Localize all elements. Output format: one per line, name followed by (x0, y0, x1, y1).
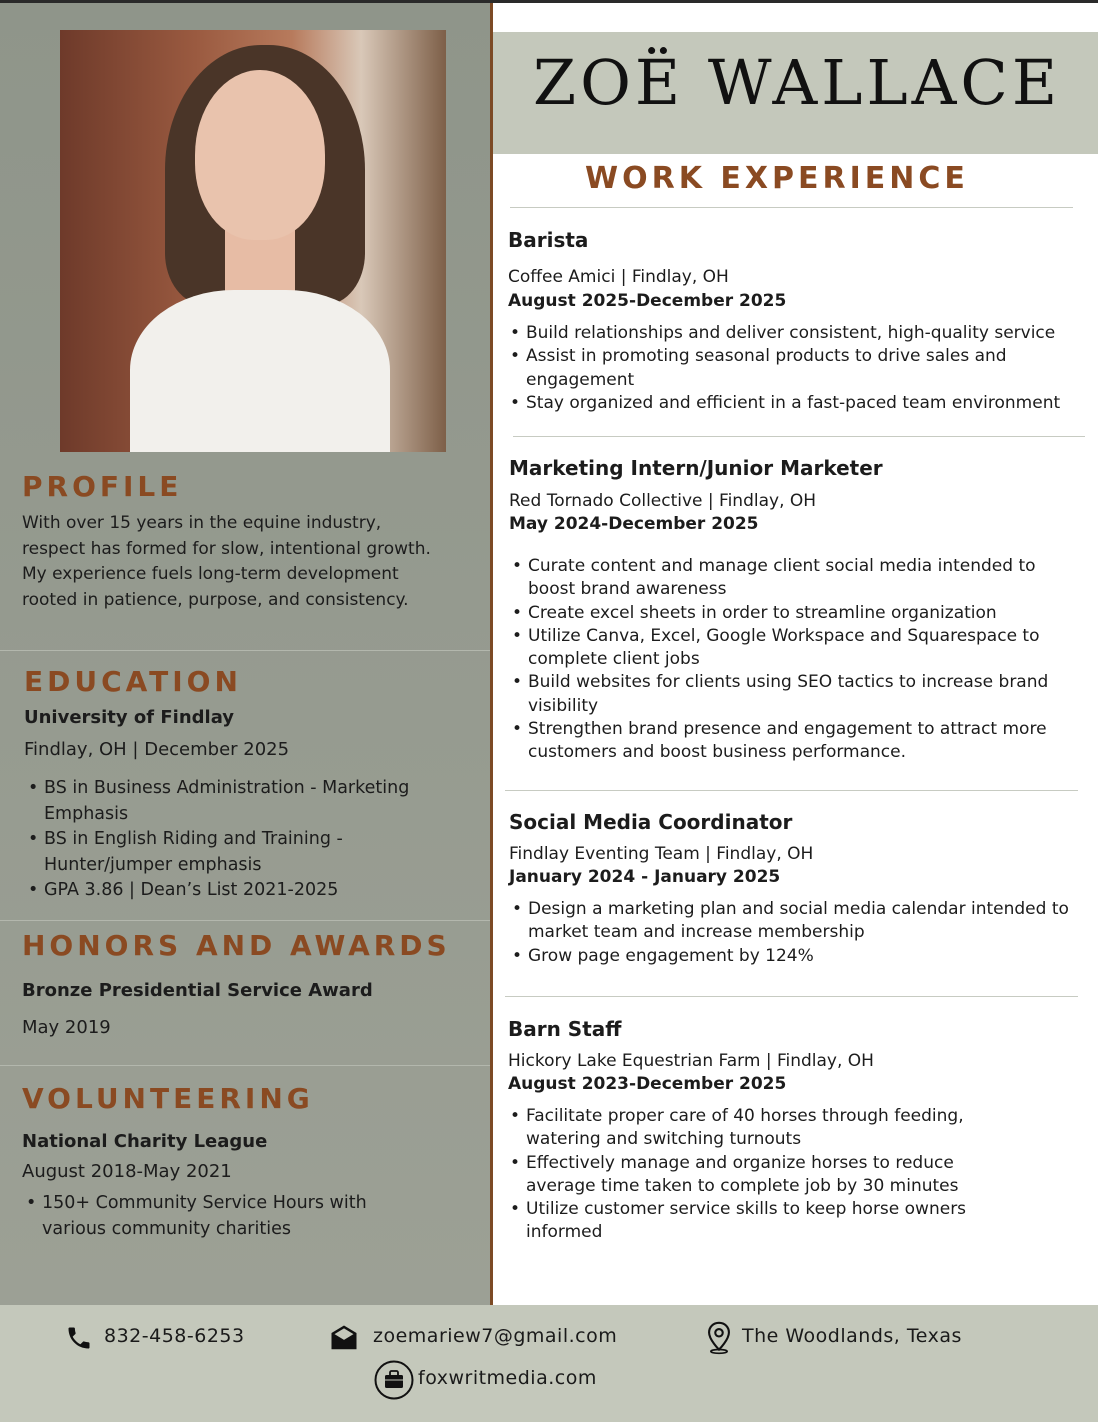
list-item: • Build relationships and deliver consistent, high-quality service (508, 322, 1093, 345)
list-item: • Build websites for clients using SEO tactics to increase brand visibility (510, 671, 1070, 718)
education-heading: EDUCATION (24, 665, 242, 698)
list-item: • Facilitate proper care of 40 horses through feeding, watering and switching turnouts (508, 1105, 1008, 1152)
location-pin-icon (704, 1320, 734, 1356)
job-company: Coffee Amici | Findlay, OH (508, 267, 729, 287)
job-title: Barista (508, 228, 589, 252)
sidebar-divider (0, 920, 490, 921)
job-dates: May 2024-December 2025 (509, 514, 759, 534)
list-item: • Utilize Canva, Excel, Google Workspace and Squarespace to complete client jobs (510, 625, 1070, 672)
profile-heading: PROFILE (22, 470, 183, 503)
job-duties (510, 555, 1070, 765)
list-item: • GPA 3.86 | Dean’s List 2021-2025 (26, 878, 466, 904)
contact-location: The Woodlands, Texas (742, 1325, 962, 1347)
education-location: Findlay, OH | December 2025 (24, 739, 290, 760)
volunteering-heading: VOLUNTEERING (22, 1082, 314, 1115)
work-heading: WORK EXPERIENCE (585, 161, 969, 196)
job-duties (508, 1105, 1008, 1245)
honors-award: Bronze Presidential Service Award (22, 980, 373, 1001)
education-list (26, 776, 466, 904)
job-dates: August 2023-December 2025 (508, 1074, 787, 1094)
contact-website[interactable]: foxwritmedia.com (418, 1367, 597, 1389)
contact-footer (0, 1305, 1098, 1422)
list-item: • Utilize customer service skills to keep horse owners informed (508, 1198, 1008, 1245)
list-item: • Grow page engagement by 124% (510, 945, 1070, 968)
job-title: Barn Staff (508, 1017, 622, 1041)
contact-email[interactable]: zoemariew7@gmail.com (373, 1325, 618, 1347)
phone-icon (64, 1323, 94, 1353)
volunteering-dates: August 2018-May 2021 (22, 1161, 232, 1182)
job-dates: August 2025-December 2025 (508, 291, 787, 311)
column-divider (490, 3, 493, 1305)
job-company: Findlay Eventing Team | Findlay, OH (509, 844, 814, 864)
honors-heading: HONORS AND AWARDS (22, 929, 451, 962)
job-divider (505, 996, 1078, 997)
list-item: • Curate content and manage client social media intended to boost brand awareness (510, 555, 1070, 602)
job-divider (513, 436, 1085, 437)
job-company: Red Tornado Collective | Findlay, OH (509, 491, 817, 511)
contact-phone[interactable]: 832-458-6253 (104, 1325, 245, 1347)
work-divider (510, 207, 1073, 208)
briefcase-icon (373, 1359, 415, 1401)
sidebar-divider (0, 650, 490, 651)
job-duties (508, 322, 1093, 415)
list-item: • Design a marketing plan and social media calendar intended to market team and increase membership (510, 898, 1070, 945)
job-title: Marketing Intern/Junior Marketer (509, 456, 883, 480)
resume-name: ZOË WALLACE (533, 46, 1062, 119)
job-company: Hickory Lake Equestrian Farm | Findlay, OH (508, 1051, 874, 1071)
job-title: Social Media Coordinator (509, 810, 793, 834)
sidebar-divider (0, 1065, 490, 1066)
list-item: • Effectively manage and organize horses to reduce average time taken to complete job by 30 minutes (508, 1152, 1008, 1199)
list-item: • Assist in promoting seasonal products to drive sales and engagement (508, 345, 1038, 392)
list-item: • BS in English Riding and Training - Hunter/jumper emphasis (26, 827, 466, 878)
list-item: • BS in Business Administration - Marketing Emphasis (26, 776, 466, 827)
list-item: • Strengthen brand presence and engagement to attract more customers and boost business performance. (510, 718, 1070, 765)
mail-icon (328, 1322, 360, 1354)
education-school: University of Findlay (24, 707, 235, 728)
volunteering-org: National Charity League (22, 1131, 268, 1152)
job-divider (505, 790, 1078, 791)
honors-date: May 2019 (22, 1017, 111, 1038)
job-duties (510, 898, 1070, 968)
list-item: • Stay organized and efficient in a fast-paced team environment (508, 392, 1093, 415)
profile-text: With over 15 years in the equine industry, respect has formed for slow, intentional growth. My experience fuels long-term development rooted in patience, purpose, and consistency. (22, 513, 431, 610)
job-dates: January 2024 - January 2025 (509, 867, 781, 887)
volunteering-list (24, 1191, 424, 1242)
list-item: • Create excel sheets in order to streamline organization (510, 602, 1070, 625)
profile-photo (60, 30, 446, 452)
list-item: • 150+ Community Service Hours with various community charities (24, 1191, 424, 1242)
